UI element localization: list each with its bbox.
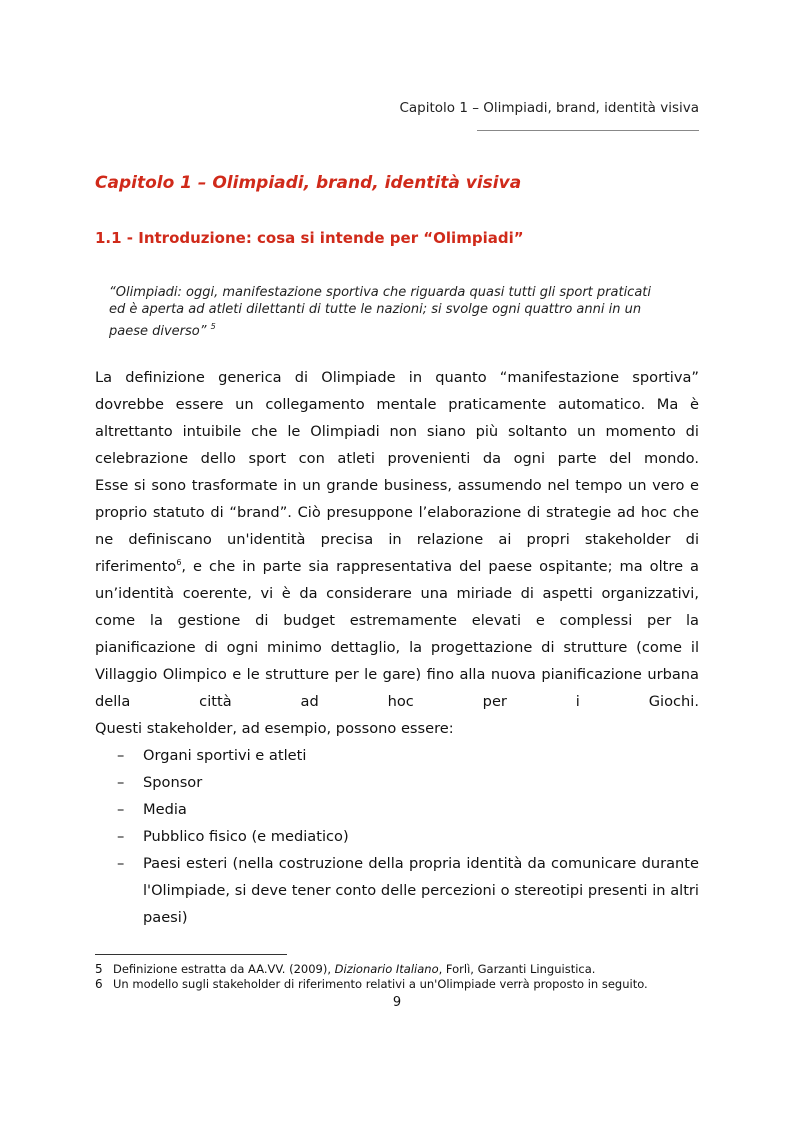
footnote-book-title: Dizionario Italiano	[334, 962, 439, 976]
list-item	[95, 742, 699, 769]
list-item-text: Sponsor	[143, 774, 203, 791]
header-rule	[477, 130, 699, 131]
list-item	[95, 823, 699, 850]
footnote-ref-6[interactable]: 6	[176, 558, 182, 567]
paragraph	[95, 472, 699, 715]
paragraph-text: , e che in parte sia rappresentativa del paese ospitante; ma oltre a un’identità coerente, vi è da considerare una miriade di aspetti organizzativi, come la gestione di budget estremamente elevati e complessi per la pianificazione di ogni minimo dettaglio, la progettazione di strutture (come il Villaggio Olimpico e le strutture per le gare) fino alla nuova pianificazione urbana della città ad hoc per i Giochi.	[95, 558, 699, 710]
footnote-6	[95, 977, 735, 992]
footnote-ref-5[interactable]: 5	[210, 322, 216, 331]
list-dash: –	[117, 855, 125, 872]
list-item-text: Media	[143, 801, 187, 818]
list-item	[95, 850, 699, 931]
footnote-rule	[95, 954, 287, 955]
list-item-text: Paesi esteri (nella costruzione della propria identità da comunicare durante l'Olimpiade, si deve tener conto delle percezioni o stereotipi presenti in altri paesi)	[143, 855, 699, 926]
list-item-text: Organi sportivi e atleti	[143, 747, 307, 764]
list-dash: –	[117, 801, 125, 818]
list-dash: –	[117, 747, 125, 764]
paragraph: La definizione generica di Olimpiade in quanto “manifestazione sportiva” dovrebbe essere un collegamento mentale praticamente automatico. Ma è altrettanto intuibile che le Olimpiadi non siano più soltanto un momento di celebrazione dello sport con atleti provenienti da ogni parte del mondo.	[95, 369, 699, 467]
quote-line-text: paese diverso”	[109, 324, 207, 339]
paragraph-text: Esse si sono trasformate in un grande business, assumendo nel tempo un vero e proprio statuto di “brand”. Ciò presuppone l’elaborazione di strategie ad hoc che ne definiscano un'identità precisa in relazione ai propri stakeholder di riferimento	[95, 477, 699, 575]
list-item	[95, 769, 699, 796]
list-dash: –	[117, 774, 125, 791]
list-item	[95, 796, 699, 823]
footnote-text: , Forlì, Garzanti Linguistica.	[438, 962, 596, 976]
list-intro: Questi stakeholder, ad esempio, possono essere:	[95, 720, 454, 737]
stakeholder-list	[95, 742, 699, 931]
footnote-5	[95, 962, 735, 977]
page-number: 9	[392, 995, 402, 1010]
footnote-number: 5	[95, 962, 103, 976]
quote-line: “Olimpiadi: oggi, manifestazione sportiva che riguarda quasi tutti gli sport praticati	[109, 285, 652, 300]
definition-quote	[109, 284, 689, 340]
footnote-text: Definizione estratta da AA.VV. (2009),	[113, 962, 335, 976]
running-header: Capitolo 1 – Olimpiadi, brand, identità visiva	[399, 100, 699, 116]
section-title: 1.1 - Introduzione: cosa si intende per “Olimpiadi”	[95, 229, 524, 247]
quote-line: ed è aperta ad atleti dilettanti di tutte le nazioni; si svolge ogni quattro anni in un	[109, 302, 642, 317]
chapter-title: Capitolo 1 – Olimpiadi, brand, identità visiva	[95, 173, 522, 193]
quote-line-last	[109, 318, 689, 340]
footnotes	[95, 962, 735, 992]
footnote-text: Un modello sugli stakeholder di riferimento relativi a un'Olimpiade verrà proposto in seguito.	[113, 977, 648, 991]
list-dash: –	[117, 828, 125, 845]
footnote-number: 6	[95, 977, 103, 991]
list-item-text: Pubblico fisico (e mediatico)	[143, 828, 349, 845]
body-text	[95, 364, 699, 931]
